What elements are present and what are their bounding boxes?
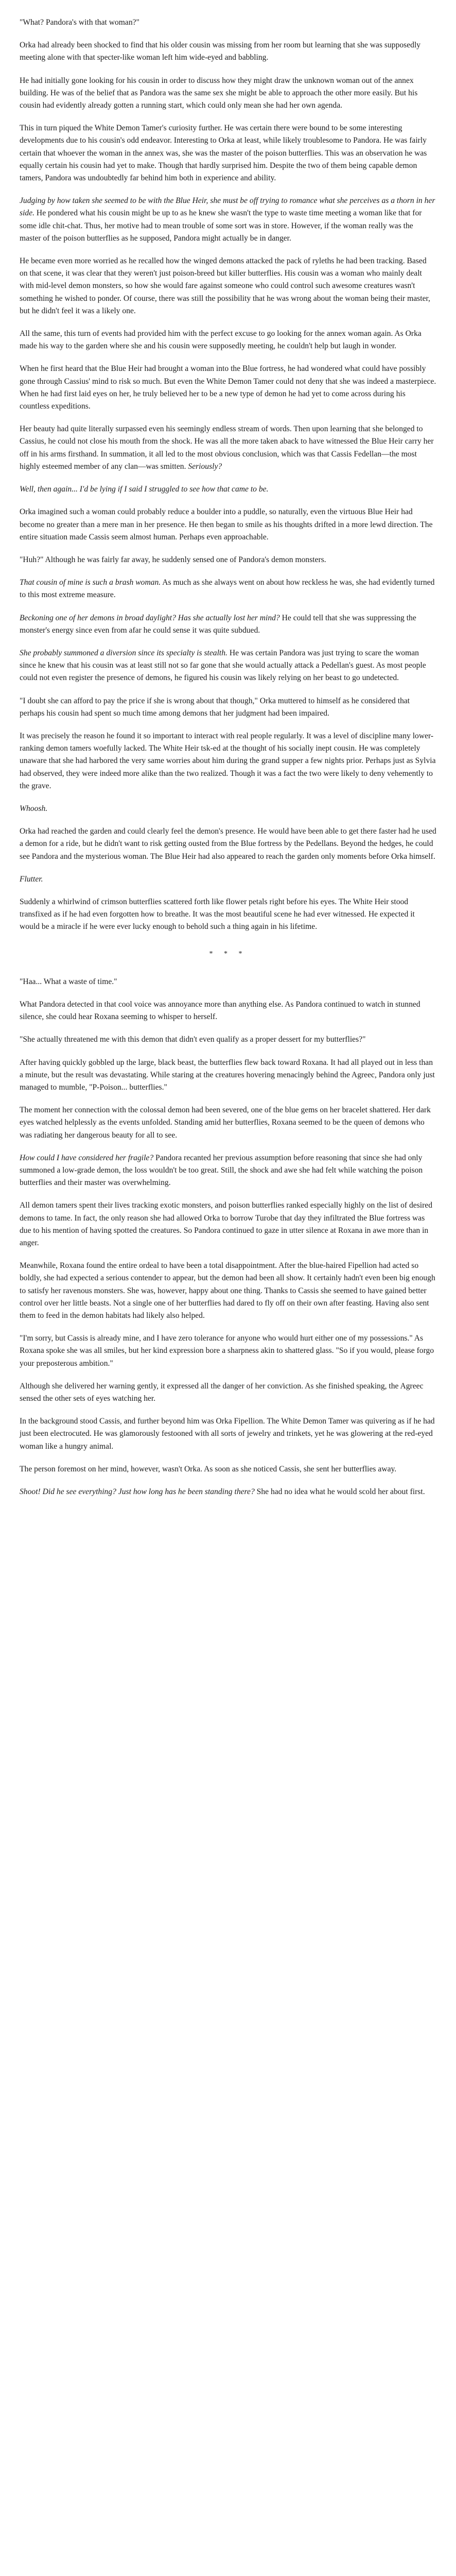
story-paragraph	[20, 998, 436, 1023]
italic-thought: Whoosh.	[20, 804, 48, 813]
paragraph-text: "I doubt she can afford to pay the price if she is wrong about that though," Orka muttered to himself as he considered that perhaps his cousin had spent so much time among demons that her judgment had been impaired.	[20, 696, 410, 718]
story-paragraph	[20, 695, 436, 720]
paragraph-text: "I'm sorry, but Cassis is already mine, and I have zero tolerance for anyone who would hurt either one of my possessions." As Roxana spoke she was all smiles, but her kind expression bore a sharpness akin to shattered glass. "So if you would, please forgo your preposterous ambition."	[20, 1334, 434, 1368]
story-paragraph	[20, 122, 436, 184]
italic-thought: Judging by how taken she seemed to be with the Blue Heir, she must be off trying to romance what she perceives as a thorn in her side.	[20, 196, 435, 218]
story-paragraph	[20, 873, 436, 886]
story-paragraph	[20, 1415, 436, 1453]
paragraph-text: It was precisely the reason he found it so important to interact with real people regularly. It was a level of discipline many lower-ranking demon tamers woefully lacked. The White Heir tsk-ed at the thought of his socially inept cousin. He was completely unaware that she had harbored the very same worries about him during the grand supper a few nights prior. Perhaps just as Sylvia had observed, they were indeed more alike than the two realized. Though it was a fact the two were likely to deny vehemently to the grave.	[20, 731, 436, 790]
story-paragraph	[20, 825, 436, 863]
italic-thought: Flutter.	[20, 874, 43, 884]
paragraph-text: He had initially gone looking for his cousin in order to discuss how they might draw the unknown woman out of the annex building. He was of the belief that as Pandora was the same sex she might be able to approach the other more easily. But his cousin had evidently already gotten a running start, which could only mean she had her own agenda.	[20, 76, 418, 110]
italic-thought: Beckoning one of her demons in broad daylight? Has she actually lost her mind?	[20, 613, 280, 622]
story-paragraph	[20, 1486, 436, 1498]
paragraph-text: "She actually threatened me with this demon that didn't even qualify as a proper dessert for my butterflies?"	[20, 1035, 366, 1044]
paragraph-text: He pondered what his cousin might be up to as he knew she wasn't the type to waste time meeting a woman like that for some idle chit-chat. Thus, her motive had to mean trouble of some sort was in store. However, if the woman really was the master of the poison butterflies as he supposed, Pandora might actually be in danger.	[20, 209, 422, 243]
paragraph-text: After having quickly gobbled up the large, black beast, the butterflies flew back toward Roxana. It had all played out in less than a minute, but the result was devastating. While staring at the creatures hovering menacingly behind the Agreec, Pandora only just managed to mumble, "P-Poison... butterflies."	[20, 1058, 435, 1092]
italic-thought: Seriously?	[188, 462, 222, 471]
paragraph-text: Orka imagined such a woman could probably reduce a boulder into a puddle, so naturally, even the virtuous Blue Heir had become no greater than a mere man in her presence. He then began to smile as his thoughts drifted in a more lewd direction. The entire situation made Cassis seem almost human. Perhaps even approachable.	[20, 507, 433, 541]
paragraph-text: Pandora recanted her previous assumption before reasoning that since she had only summoned a low-grade demon, the loss wouldn't be too great. Still, the shock and awe she had felt while watching the poison butterflies and their master was overwhelming.	[20, 1153, 423, 1188]
paragraph-text: Meanwhile, Roxana found the entire ordeal to have been a total disappointment. After the blue-haired Fipellion had acted so boldly, she had expected a serious contender to appear, but the demon had been all show. It certainly hadn't even been big enough to satisfy her ravenous monsters. She was, however, happy about one thing. Thanks to Cassis she seemed to have gained better control over her little beasts. Not a single one of her butterflies had dared to fly off on their own after feasting. Having also sent them to feed in the demon habitats had likely also helped.	[20, 1261, 435, 1320]
italic-thought: She probably summoned a diversion since its specialty is stealth.	[20, 648, 227, 657]
story-paragraph	[20, 612, 436, 637]
story-paragraph	[20, 1332, 436, 1370]
story-paragraph	[20, 1199, 436, 1249]
story-paragraph	[20, 255, 436, 317]
paragraph-text: This in turn piqued the White Demon Tamer's curiosity further. He was certain there were bound to be some interesting developments due to his cousin's odd endeavor. Interesting to Orka at least, while likely troublesome to Pandora. He was fairly certain that whoever the woman in the annex was, she was the master of the poison butterflies. This was an observation he was equally certain his cousin had yet to make. Though that hardly surprised him. Despite the two of them being capable demon tamers, Pandora was undoubtedly far behind him both in experience and ability.	[20, 124, 427, 183]
story-paragraph	[20, 1463, 436, 1476]
italic-thought: Shoot! Did he see everything? Just how long has he been standing there?	[20, 1487, 255, 1497]
story-paragraph	[20, 647, 436, 685]
story-paragraph	[20, 39, 436, 64]
story-paragraph	[20, 506, 436, 544]
scene-separator: * * *	[209, 950, 247, 958]
story-paragraph	[20, 1380, 436, 1405]
story-paragraph	[20, 195, 436, 245]
paragraph-text: "What? Pandora's with that woman?"	[20, 18, 139, 27]
paragraph-text: He became even more worried as he recalled how the winged demons attacked the pack of ryleths he had been tracking. Based on that scene, it was clear that they weren't just poison-breed but killer butterflies. His cousin was a woman who mainly dealt with mid-level demon monsters, so how she would fare against someone who could control such awesome creatures wasn't something he wished to ponder. Of course, there was still the possibility that he was wrong about the woman being their master, but he didn't feel it was a likely one.	[20, 257, 430, 315]
story-paragraph	[20, 976, 436, 988]
paragraph-text: What Pandora detected in that cool voice was annoyance more than anything else. As Pandora continued to watch in stunned silence, she could hear Roxana seeming to whisper to herself.	[20, 999, 420, 1022]
story-paragraph	[20, 1152, 436, 1190]
story-paragraph	[20, 730, 436, 792]
story-paragraph	[20, 423, 436, 473]
paragraph-text: The moment her connection with the colossal demon had been severed, one of the blue gems on her bracelet shattered. Her dark eyes watched helplessly as the events unfolded. Standing amid her butterflies, Roxana seemed to be the queen of demons who was radiating her dangerous beauty for all to see.	[20, 1106, 431, 1140]
paragraph-text: "Haa... What a waste of time."	[20, 977, 117, 986]
story-text	[20, 16, 436, 1498]
paragraph-text: The person foremost on her mind, however, wasn't Orka. As soon as she noticed Cassis, she sent her butterflies away.	[20, 1464, 397, 1473]
paragraph-text: Suddenly a whirlwind of crimson butterflies scattered forth like flower petals right before his eyes. The White Heir stood transfixed as if he had even forgotten how to breathe. It was the most beautiful scene he had ever witnessed. He expected it would be a miracle if he were ever lucky enough to behold such a thing again in his lifetime.	[20, 897, 415, 931]
paragraph-text: Orka had already been shocked to find that his older cousin was missing from her room but learning that she was supposedly meeting alone with that specter-like woman left him wide-eyed and babbling.	[20, 41, 421, 62]
story-paragraph	[20, 483, 436, 496]
paragraph-text: As much as she always went on about how reckless he was, she had evidently turned to this most extreme measure.	[20, 578, 435, 600]
paragraph-text: When he first heard that the Blue Heir had brought a woman into the Blue fortress, he had wondered what could have possibly gone through Cassius' mind to risk so much. But even the White Demon Tamer could not deny that she was indeed a masterpiece. When he had first laid eyes on her, he truly believed her to be a new type of demon he had yet to come across during his countless expeditions.	[20, 364, 436, 411]
story-paragraph	[20, 896, 436, 934]
story-paragraph	[20, 16, 436, 29]
story-paragraph	[20, 363, 436, 413]
paragraph-text: He could tell that she was suppressing the monster's energy since even from afar he could sense it was quite subdued.	[20, 613, 416, 635]
paragraph-text: All demon tamers spent their lives tracking exotic monsters, and poison butterflies ranked especially highly on the list of desired demons to tame. In fact, the only reason she had allowed Orka to borrow Turobe that day they infiltrated the Blue fortress was due to his mention of having spotted the creatures. So Pandora continued to gaze in utter silence at Roxana in awe more than in anger.	[20, 1201, 433, 1248]
story-paragraph	[20, 803, 436, 815]
story-paragraph	[20, 1033, 436, 1046]
story-paragraph	[20, 554, 436, 566]
paragraph-text: She had no idea what he would scold her about first.	[254, 1487, 425, 1497]
story-paragraph	[20, 1104, 436, 1142]
paragraph-text: In the background stood Cassis, and further beyond him was Orka Fipellion. The White Demon Tamer was quivering as if he had just been electrocuted. He was glamorously festooned with all sorts of jewelry and trinkets, yet he was glowering at the red-eyed woman like a hungry animal.	[20, 1417, 435, 1451]
paragraph-text: Orka had reached the garden and could clearly feel the demon's presence. He would have been able to get there faster had he used a demon for a ride, but he didn't want to risk getting ousted from the Blue fortress by the Pedellans. Beyond the hedges, he could see Pandora and the mysterious woman. The Blue Heir had also appeared to reach the garden only moments before Orka himself.	[20, 827, 436, 861]
paragraph-text: "Huh?" Although he was fairly far away, he suddenly sensed one of Pandora's demon monsters.	[20, 555, 326, 564]
paragraph-text: Her beauty had quite literally surpassed even his seemingly endless stream of words. Then upon learning that she belonged to Cassius, he could not close his mouth from the shock. He was all the more taken aback to have witnessed the Blue Heir carry her off in his arms firsthand. In summation, it all led to the most obvious conclusion, which was that Cassis Fedellan—the most highly esteemed member of any clan—was smitten.	[20, 425, 434, 471]
story-paragraph	[20, 577, 436, 601]
paragraph-text: All the same, this turn of events had provided him with the perfect excuse to go looking for the annex woman again. As Orka made his way to the garden where she and his cousin were supposedly meeting, he couldn't help but laugh in wonder.	[20, 329, 422, 351]
story-paragraph	[20, 1057, 436, 1094]
story-paragraph	[20, 75, 436, 112]
italic-thought: Well, then again... I'd be lying if I said I struggled to see how that came to be.	[20, 485, 269, 494]
italic-thought: How could I have considered her fragile?	[20, 1153, 154, 1162]
story-paragraph	[20, 1260, 436, 1322]
paragraph-text: He was certain Pandora was just trying to scare the woman since he knew that his cousin was at least still not so far gone that she would actually attack a Pedellan's guest. As most people could not even register the presence of demons, he figured his cousin was likely relying on her beast to go undetected.	[20, 648, 426, 683]
paragraph-text: Although she delivered her warning gently, it expressed all the danger of her conviction. As she finished speaking, the Agreec sensed the other sets of eyes watching her.	[20, 1381, 424, 1403]
story-paragraph	[20, 328, 436, 352]
italic-thought: That cousin of mine is such a brash woman.	[20, 578, 161, 587]
